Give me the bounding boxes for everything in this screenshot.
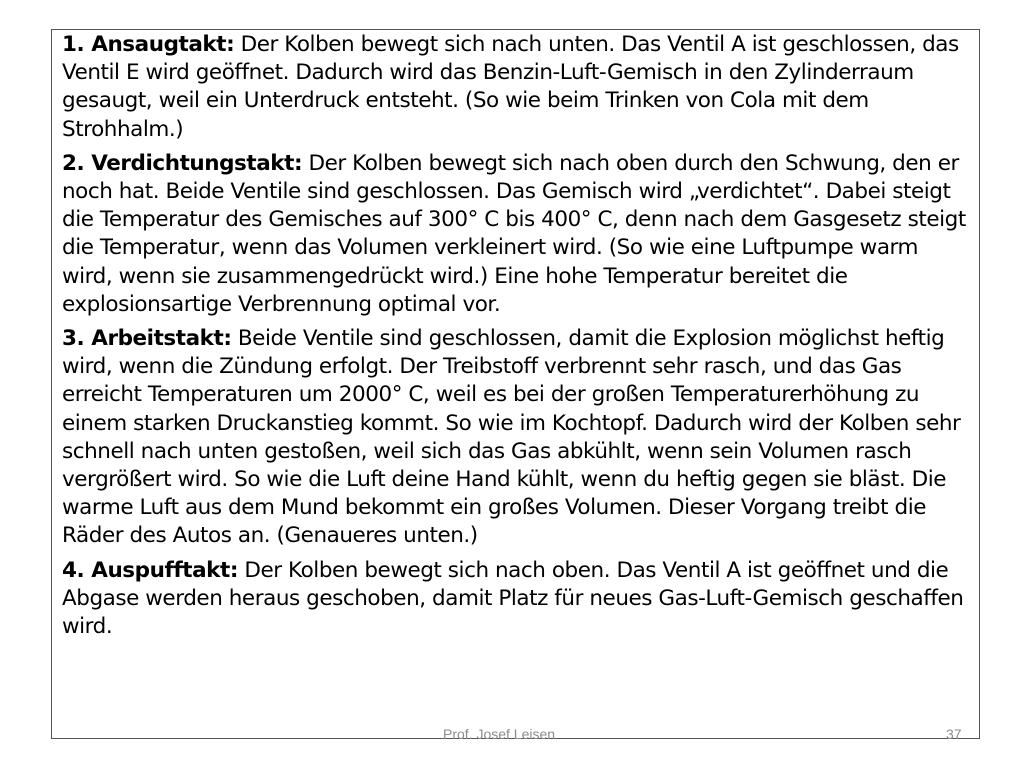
text-verdichtungstakt: Der Kolben bewegt sich nach oben durch den Schwung, den er noch hat. Beide Ventile sind geschlossen. Das Gemisch wird „verdichtet“. Dabei steigt die Temperatur des Gemisches auf 300° C bis 400° C, denn nach dem Gasgesetz steigt die Temperatur, wenn das Volumen verkleinert wird. (So wie eine Luftpumpe warm wird, wenn sie zusammengedrückt wird.) Eine hohe Temperatur bereitet die explosionsartige Verbrennung optimal vor.	[62, 150, 966, 317]
text-arbeitstakt: Beide Ventile sind geschlossen, damit die Explosion möglichst heftig wird, wenn die Zündung erfolgt. Der Treibstoff verbrennt sehr rasch, und das Gas erreicht Temperaturen um 2000° C, weil es bei der großen Temperaturerhöhung zu einem starken Druckanstieg kommt. So wie im Kochtopf. Dadurch wird der Kolben sehr schnell nach unten gestoßen, weil sich das Gas abkühlt, wenn sein Volumen rasch vergrößert wird. So wie die Luft deine Hand kühlt, wenn du heftig gegen sie bläst. Die warme Luft aus dem Mund bekommt ein großes Volumen. Dieser Vorgang treibt die Räder des Autos an. (Genaueres unten.)	[62, 326, 961, 549]
text-auspufftakt: Der Kolben bewegt sich nach oben. Das Ventil A ist geöffnet und die Abgase werden heraus geschoben, damit Platz für neues Gas-Luft-Gemisch geschaffen wird.	[62, 557, 964, 640]
term-arbeitstakt: 3. Arbeitstakt:	[62, 326, 232, 352]
page-number: 37	[946, 726, 962, 742]
term-ansaugtakt: 1. Ansaugtakt:	[62, 32, 235, 57]
text-ansaugtakt: Der Kolben bewegt sich nach unten. Das Ventil A ist geschlossen, das Ventil E wird geöffnet. Dadurch wird das Benzin-Luft-Gemisch in den Zylinderraum gesaugt, weil ein Unterdruck entsteht. (So wie beim Trinken von Cola mit dem Strohhalm.)	[62, 32, 959, 142]
paragraph-verdichtungstakt	[62, 150, 974, 319]
paragraph-auspufftakt	[62, 557, 974, 642]
paragraph-arbeitstakt	[62, 325, 974, 551]
term-auspufftakt: 4. Auspufftakt:	[62, 557, 238, 583]
slide-content	[62, 31, 974, 647]
term-verdichtungstakt: 2. Verdichtungstakt:	[62, 150, 303, 176]
paragraph-ansaugtakt	[62, 31, 974, 144]
footer-author: Prof. Josef Leisen	[443, 726, 556, 742]
